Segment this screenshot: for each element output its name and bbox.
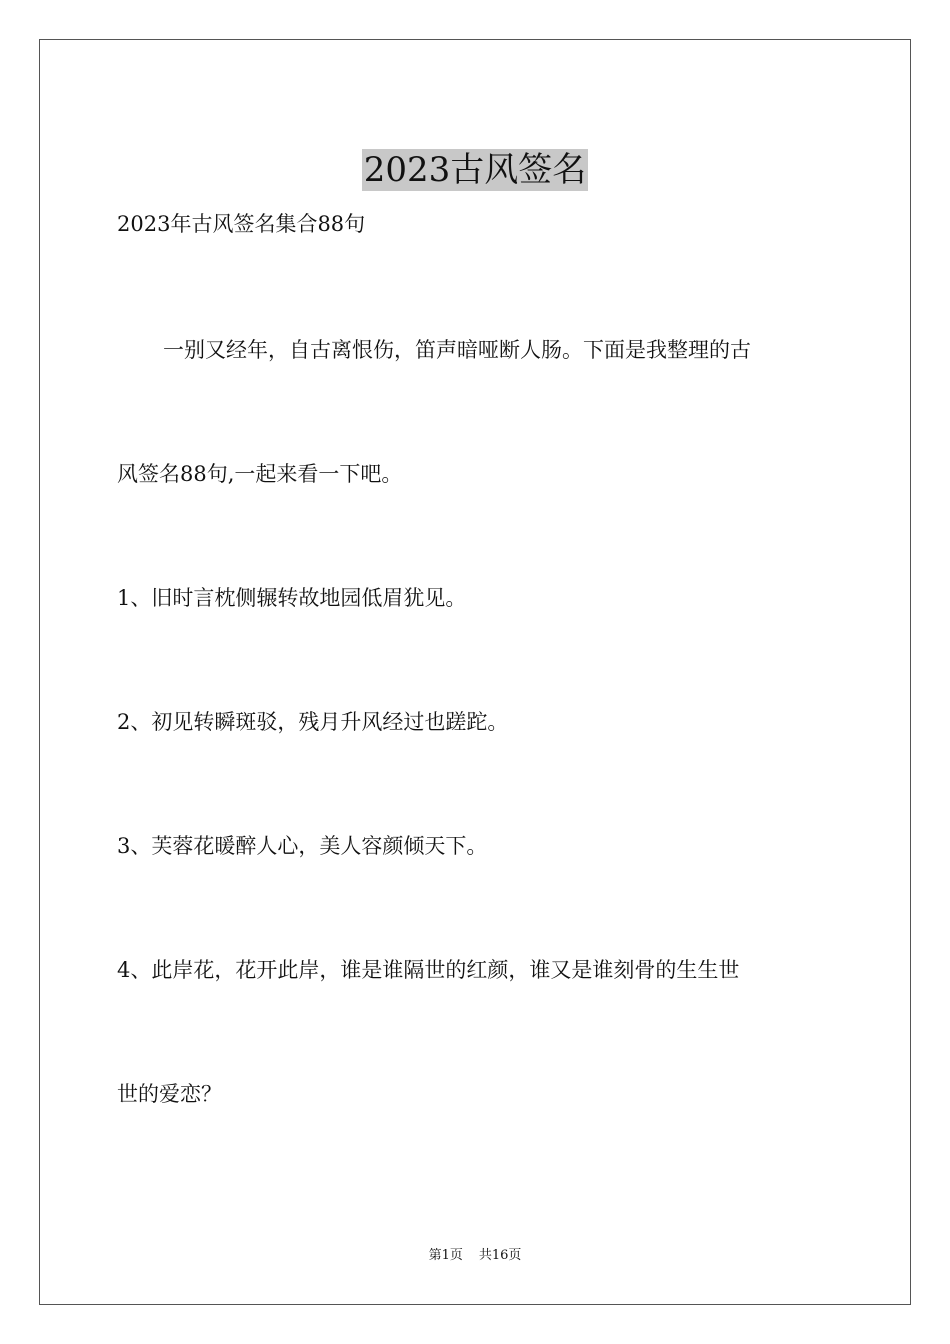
list-item-1: 1、旧时言枕侧辗转故地园低眉犹见。 — [117, 586, 467, 610]
document-subtitle: 2023年古风签名集合88句 — [117, 212, 366, 236]
intro-paragraph-line-2: 风签名88句,一起来看一下吧。 — [117, 462, 403, 486]
page-number: 第1页 — [428, 1248, 463, 1263]
list-item-4-continued: 世的爱恋？ — [117, 1082, 222, 1106]
title-container — [0, 126, 950, 214]
list-item-4: 4、此岸花，花开此岸，谁是谁隔世的红颜，谁又是谁刻骨的生生世 — [117, 958, 740, 982]
document-title: 2023古风签名 — [363, 149, 587, 190]
page-footer — [0, 1246, 950, 1266]
list-item-2: 2、初见转瞬斑驳，残月升风经过也蹉跎。 — [117, 710, 509, 734]
intro-paragraph-line-1: 一别又经年，自古离恨伤，笛声暗哑断人肠。下面是我整理的古 — [163, 338, 751, 362]
page-total: 共16页 — [478, 1248, 522, 1263]
list-item-3: 3、芙蓉花暖醉人心，美人容颜倾天下。 — [117, 834, 488, 858]
